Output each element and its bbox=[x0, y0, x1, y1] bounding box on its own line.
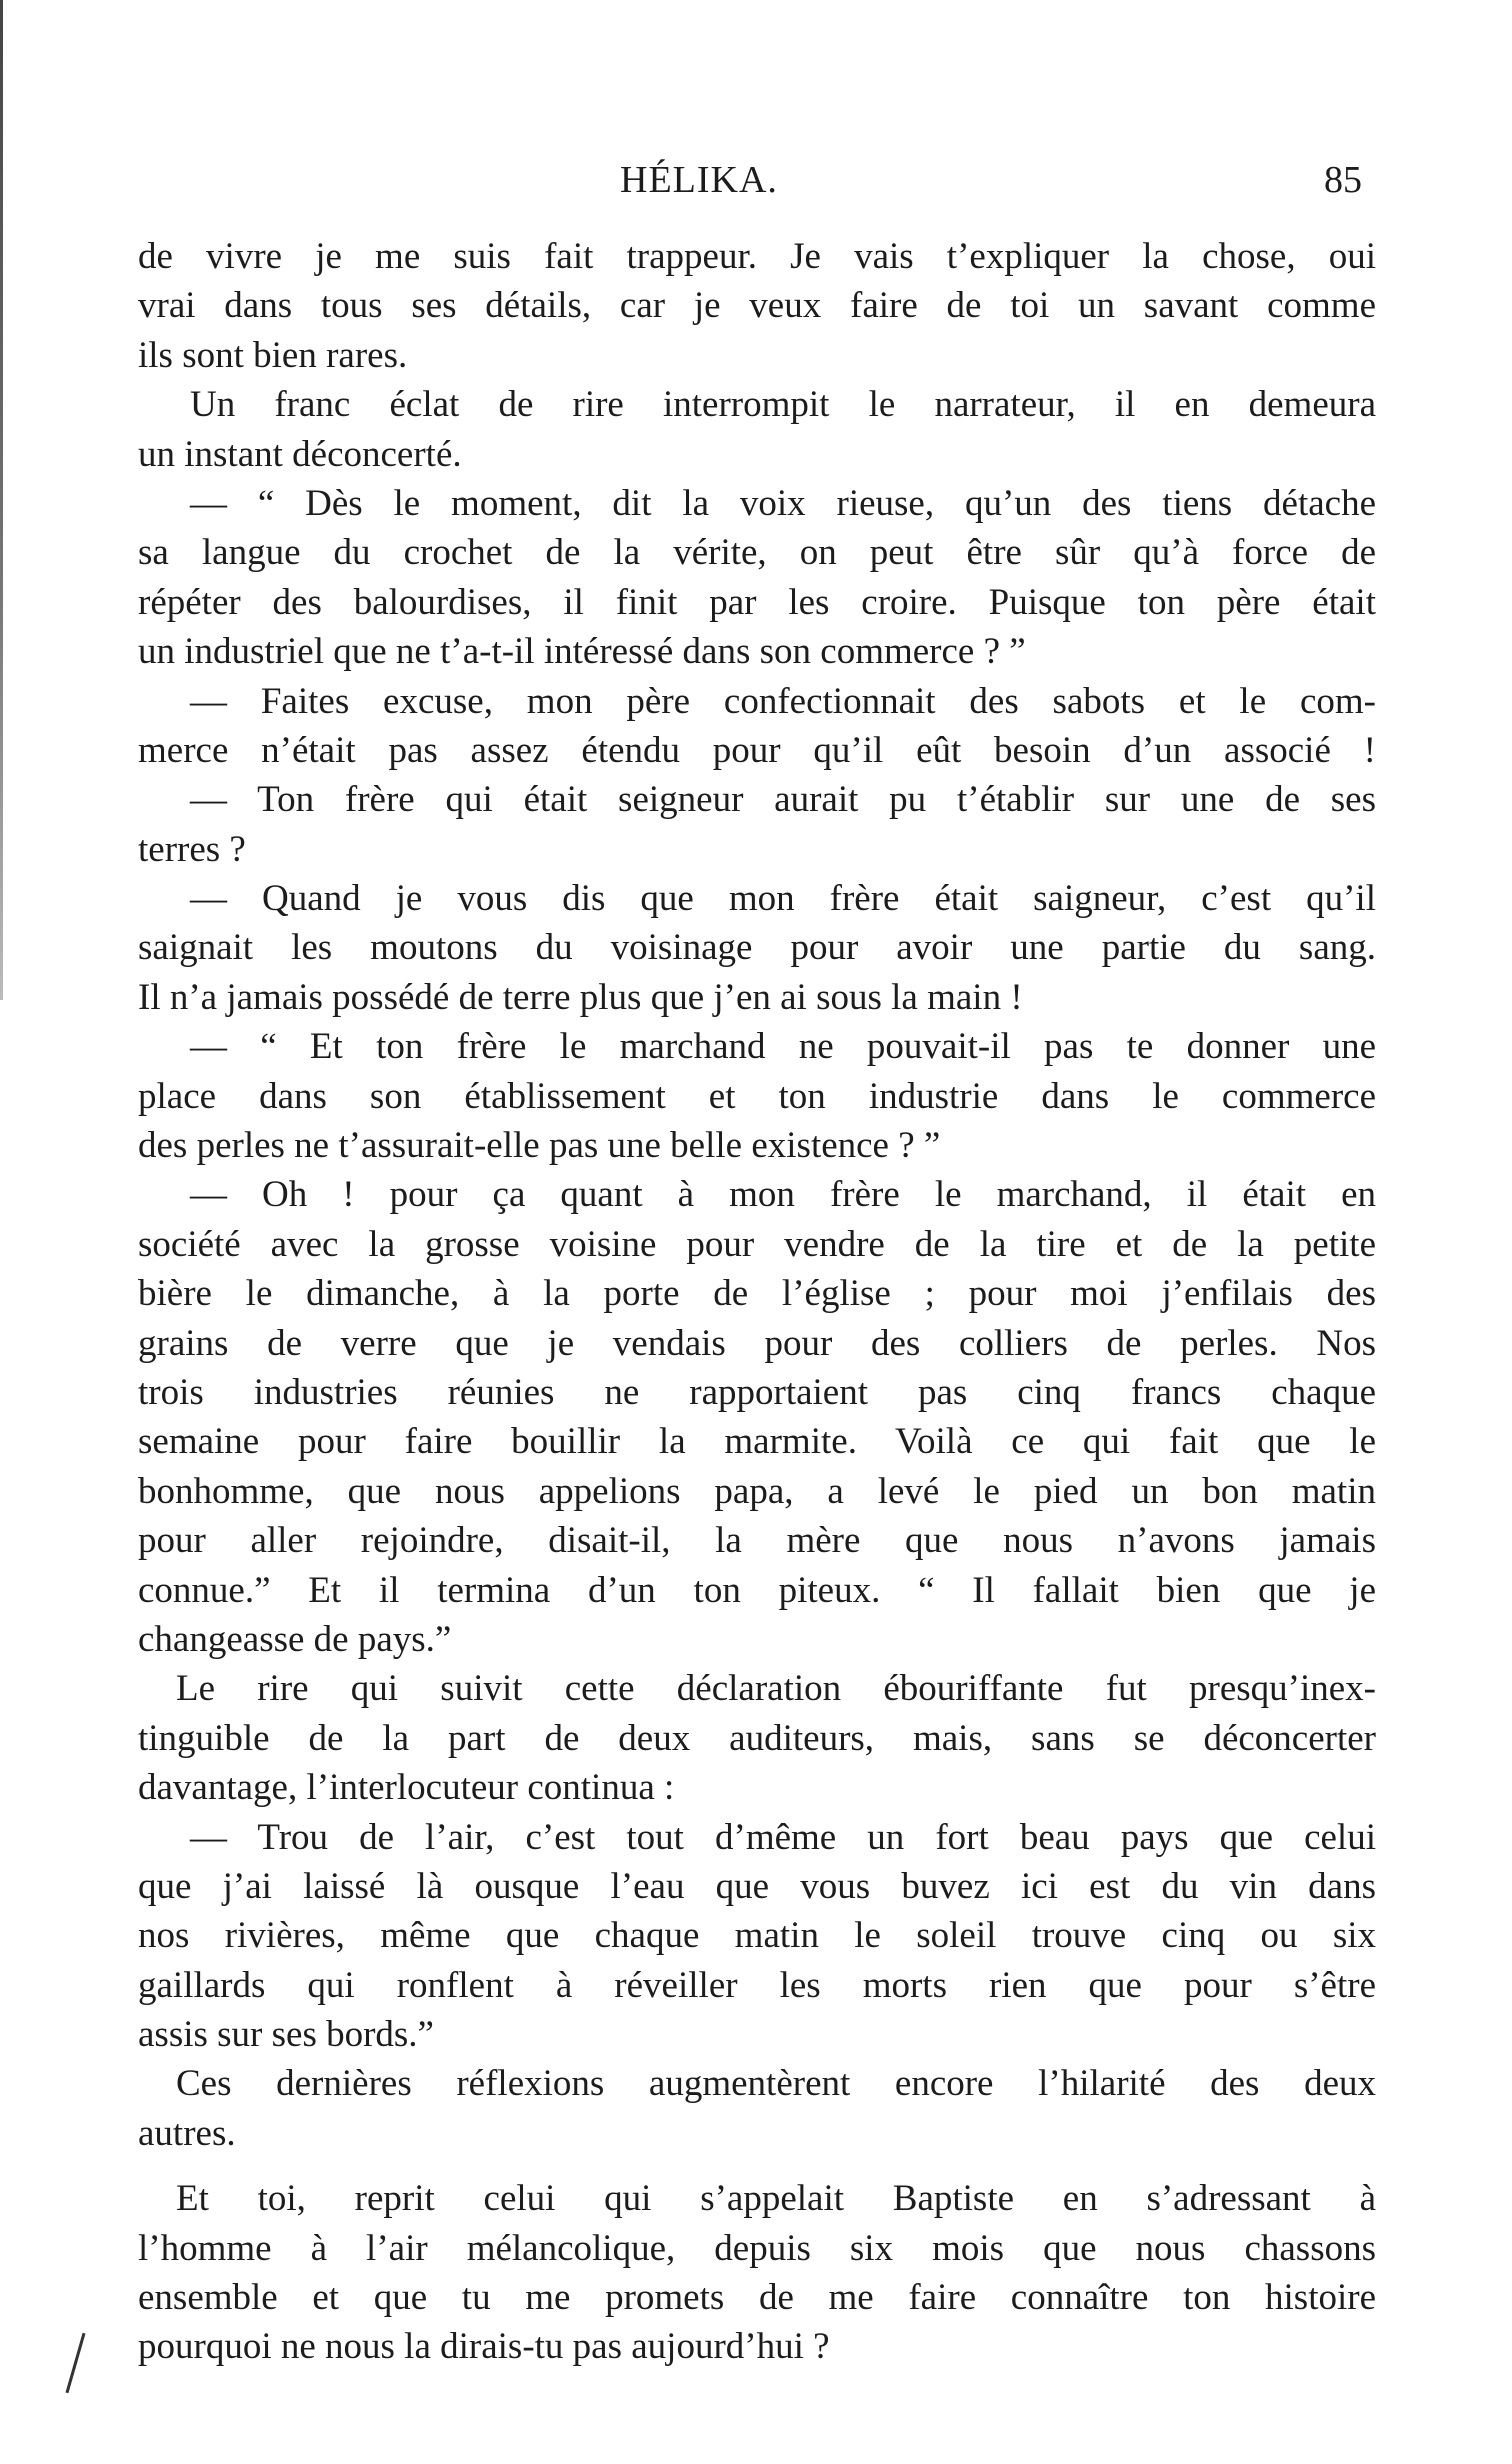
text-line: pourquoi ne nous la dirais-tu pas aujourd’hui ? bbox=[138, 2326, 830, 2368]
text-line: Un franc éclat de rire interrompit le narrateur, il en demeura bbox=[190, 384, 1376, 426]
text-line: — “ Dès le moment, dit la voix rieuse, qu’un des tiens détache bbox=[190, 482, 1376, 524]
text-line: Le rire qui suivit cette déclaration ébouriffante fut presqu’inex- bbox=[176, 1668, 1376, 1710]
text-line: assis sur ses bords.” bbox=[138, 2014, 434, 2056]
paragraph-gap bbox=[138, 2158, 1376, 2174]
text-line: bonhomme, que nous appelions papa, a levé le pied un bon matin bbox=[138, 1470, 1376, 1512]
text-line: — Oh ! pour ça quant à mon frère le marchand, il était en bbox=[190, 1174, 1376, 1216]
page-header bbox=[0, 158, 1512, 210]
text-line: merce n’était pas assez étendu pour qu’il eût besoin d’un associé ! bbox=[138, 729, 1376, 771]
page-number: 85 bbox=[1324, 159, 1362, 201]
text-line: trois industries réunies ne rapportaient pas cinq francs chaque bbox=[138, 1371, 1376, 1413]
running-title: HÉLIKA. bbox=[620, 159, 778, 201]
text-line: changeasse de pays.” bbox=[138, 1618, 452, 1660]
text-line: un instant déconcerté. bbox=[138, 433, 462, 475]
body-text bbox=[138, 232, 1376, 2372]
text-line: Ces dernières réflexions augmentèrent encore l’hilarité des deux bbox=[176, 2063, 1376, 2105]
margin-pencil-mark bbox=[66, 2333, 86, 2393]
text-line: — “ Et ton frère le marchand ne pouvait-il pas te donner une bbox=[190, 1026, 1376, 1068]
text-line: semaine pour faire bouillir la marmite. Voilà ce qui fait que le bbox=[138, 1421, 1376, 1463]
text-line: connue.” Et il termina d’un ton piteux. “ Il fallait bien que je bbox=[138, 1569, 1376, 1611]
text-line: — Faites excuse, mon père confectionnait des sabots et le com- bbox=[190, 680, 1376, 722]
text-line: — Ton frère qui était seigneur aurait pu t’établir sur une de ses bbox=[190, 779, 1376, 821]
text-line: de vivre je me suis fait trappeur. Je vais t’expliquer la chose, oui bbox=[138, 236, 1376, 277]
text-line: — Trou de l’air, c’est tout d’même un fort beau pays que celui bbox=[190, 1816, 1376, 1858]
text-line: — Quand je vous dis que mon frère était saigneur, c’est qu’il bbox=[190, 878, 1376, 920]
text-line: l’homme à l’air mélancolique, depuis six mois que nous chassons bbox=[138, 2227, 1376, 2269]
text-line: gaillards qui ronflent à réveiller les morts rien que pour s’être bbox=[138, 1964, 1376, 2006]
text-line: saignait les moutons du voisinage pour avoir une partie du sang. bbox=[138, 927, 1376, 969]
text-line: tinguible de la part de deux auditeurs, mais, sans se déconcerter bbox=[138, 1717, 1376, 1759]
text-line: des perles ne t’assurait-elle pas une belle existence ? ” bbox=[138, 1125, 941, 1167]
text-line: pour aller rejoindre, disait-il, la mère que nous n’avons jamais bbox=[138, 1520, 1376, 1562]
text-line: nos rivières, même que chaque matin le soleil trouve cinq ou six bbox=[138, 1915, 1376, 1957]
text-line: autres. bbox=[138, 2112, 236, 2154]
text-line: sa langue du crochet de la vérite, on peut être sûr qu’à force de bbox=[138, 532, 1376, 574]
text-line: terres ? bbox=[138, 828, 246, 870]
text-line: grains de verre que je vendais pour des colliers de perles. Nos bbox=[138, 1322, 1376, 1364]
text-line: un industriel que ne t’a-t-il intéressé dans son commerce ? ” bbox=[138, 631, 1026, 673]
text-line: société avec la grosse voisine pour vendre de la tire et de la petite bbox=[138, 1223, 1376, 1265]
text-line: vrai dans tous ses détails, car je veux faire de toi un savant comme bbox=[138, 285, 1376, 327]
text-line: que j’ai laissé là ousque l’eau que vous buvez ici est du vin dans bbox=[138, 1865, 1376, 1907]
text-line: davantage, l’interlocuteur continua : bbox=[138, 1767, 675, 1809]
page-edge-shadow bbox=[0, 0, 3, 1000]
text-line: place dans son établissement et ton industrie dans le commerce bbox=[138, 1075, 1376, 1117]
text-line: répéter des balourdises, il finit par les croire. Puisque ton père était bbox=[138, 581, 1376, 623]
text-line: Il n’a jamais possédé de terre plus que j’en ai sous la main ! bbox=[138, 976, 1023, 1018]
text-line: Et toi, reprit celui qui s’appelait Baptiste en s’adressant à bbox=[176, 2178, 1376, 2220]
text-line: ils sont bien rares. bbox=[138, 334, 408, 376]
text-line: bière le dimanche, à la porte de l’église ; pour moi j’enfilais des bbox=[138, 1273, 1376, 1315]
text-line: ensemble et que tu me promets de me faire connaître ton histoire bbox=[138, 2277, 1376, 2319]
